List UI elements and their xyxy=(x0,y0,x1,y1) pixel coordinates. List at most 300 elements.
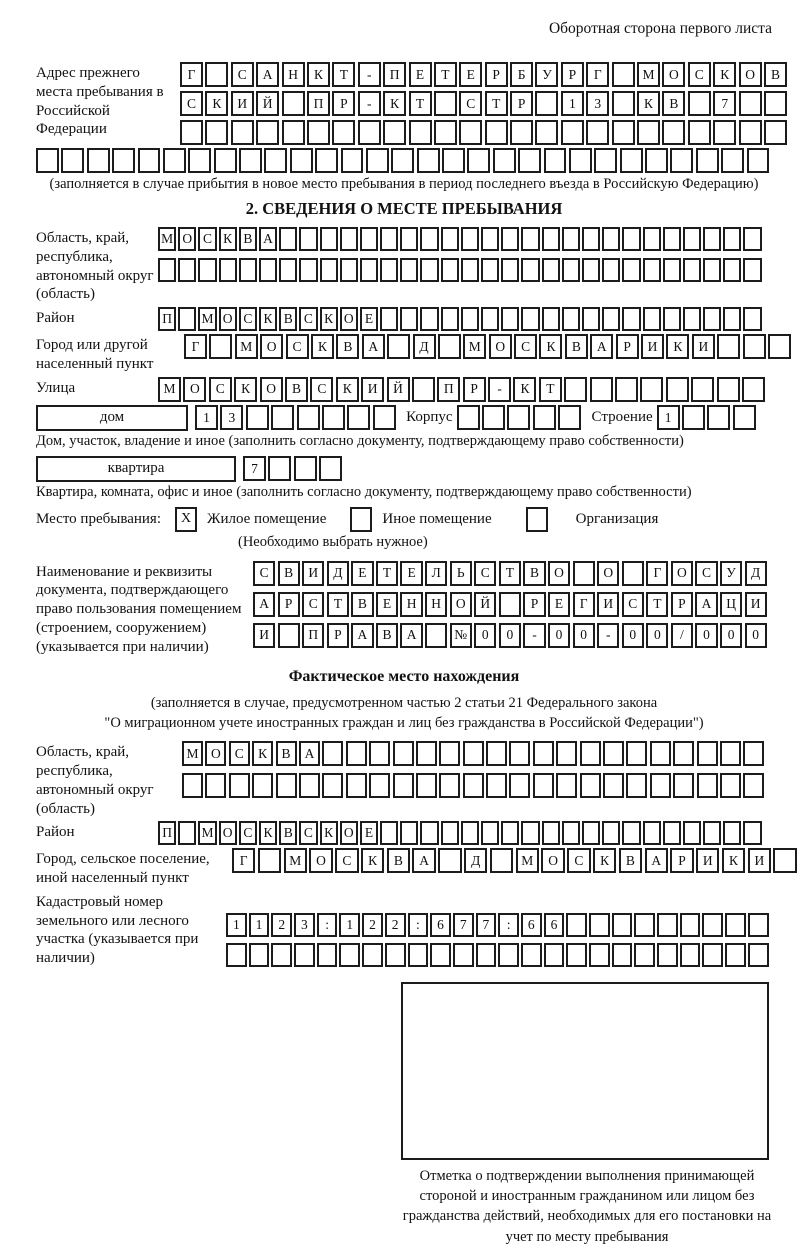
char-cell[interactable] xyxy=(622,561,644,586)
char-cell[interactable]: К xyxy=(259,307,277,331)
char-cell[interactable]: 1 xyxy=(561,91,584,116)
char-cell[interactable] xyxy=(620,148,643,173)
char-cell[interactable]: Т xyxy=(485,91,508,116)
char-cell[interactable]: 7 xyxy=(476,913,497,937)
char-cell[interactable]: К xyxy=(311,334,334,359)
char-cell[interactable]: В xyxy=(662,91,685,116)
char-cell[interactable]: 7 xyxy=(713,91,736,116)
char-cell[interactable] xyxy=(662,120,685,145)
stay-type-checkbox-inoe[interactable] xyxy=(350,507,372,532)
char-cell[interactable] xyxy=(369,741,390,766)
char-cell[interactable] xyxy=(764,91,787,116)
char-cell[interactable] xyxy=(680,943,701,967)
char-cell[interactable] xyxy=(482,405,505,430)
char-cell[interactable] xyxy=(640,377,663,402)
char-cell[interactable]: В xyxy=(285,377,308,402)
char-cell[interactable] xyxy=(507,405,530,430)
char-cell[interactable] xyxy=(457,405,480,430)
char-cell[interactable] xyxy=(416,773,437,798)
char-cell[interactable]: О xyxy=(260,377,283,402)
char-cell[interactable] xyxy=(615,377,638,402)
char-cell[interactable] xyxy=(385,943,406,967)
char-cell[interactable]: С xyxy=(695,561,717,586)
char-cell[interactable] xyxy=(219,258,237,282)
char-cell[interactable]: С xyxy=(688,62,711,87)
char-cell[interactable] xyxy=(521,227,539,251)
char-cell[interactable] xyxy=(320,227,338,251)
char-cell[interactable] xyxy=(182,773,203,798)
char-cell[interactable]: : xyxy=(408,913,429,937)
char-cell[interactable]: 1 xyxy=(657,405,680,430)
char-cell[interactable] xyxy=(393,741,414,766)
char-cell[interactable] xyxy=(461,307,479,331)
char-cell[interactable]: 0 xyxy=(646,623,668,648)
char-cell[interactable]: № xyxy=(450,623,472,648)
char-cell[interactable] xyxy=(703,307,721,331)
char-cell[interactable]: В xyxy=(619,848,642,873)
char-cell[interactable] xyxy=(252,773,273,798)
char-cell[interactable]: О xyxy=(597,561,619,586)
char-cell[interactable]: - xyxy=(597,623,619,648)
char-cell[interactable]: М xyxy=(158,377,181,402)
char-cell[interactable]: Й xyxy=(256,91,279,116)
char-cell[interactable] xyxy=(360,227,378,251)
char-cell[interactable] xyxy=(723,258,741,282)
char-cell[interactable]: Д xyxy=(745,561,767,586)
char-cell[interactable] xyxy=(268,456,291,481)
char-cell[interactable] xyxy=(346,773,367,798)
char-cell[interactable]: В xyxy=(565,334,588,359)
char-cell[interactable] xyxy=(542,307,560,331)
char-cell[interactable]: - xyxy=(358,62,381,87)
char-cell[interactable]: О xyxy=(671,561,693,586)
char-cell[interactable] xyxy=(688,91,711,116)
char-cell[interactable]: О xyxy=(309,848,332,873)
char-cell[interactable]: Т xyxy=(434,62,457,87)
char-cell[interactable] xyxy=(748,943,769,967)
char-cell[interactable] xyxy=(643,307,661,331)
char-cell[interactable] xyxy=(299,258,317,282)
char-cell[interactable] xyxy=(673,741,694,766)
char-cell[interactable] xyxy=(294,943,315,967)
char-cell[interactable]: С xyxy=(180,91,203,116)
char-cell[interactable]: С xyxy=(622,592,644,617)
char-cell[interactable] xyxy=(481,821,499,845)
char-cell[interactable]: Ц xyxy=(720,592,742,617)
char-cell[interactable] xyxy=(36,148,59,173)
char-cell[interactable] xyxy=(229,773,250,798)
char-cell[interactable] xyxy=(315,148,338,173)
char-cell[interactable]: 7 xyxy=(453,913,474,937)
char-cell[interactable] xyxy=(569,148,592,173)
char-cell[interactable]: С xyxy=(459,91,482,116)
char-cell[interactable]: Г xyxy=(586,62,609,87)
char-cell[interactable] xyxy=(594,148,617,173)
char-cell[interactable]: П xyxy=(158,821,176,845)
char-cell[interactable]: К xyxy=(205,91,228,116)
char-cell[interactable]: Е xyxy=(360,307,378,331)
char-cell[interactable]: С xyxy=(302,592,324,617)
char-cell[interactable] xyxy=(521,307,539,331)
char-cell[interactable] xyxy=(180,120,203,145)
char-cell[interactable] xyxy=(209,334,232,359)
char-cell[interactable] xyxy=(582,307,600,331)
char-cell[interactable] xyxy=(282,91,305,116)
char-cell[interactable]: Р xyxy=(463,377,486,402)
char-cell[interactable]: Т xyxy=(327,592,349,617)
char-cell[interactable]: 0 xyxy=(745,623,767,648)
char-cell[interactable] xyxy=(717,334,740,359)
char-cell[interactable]: У xyxy=(720,561,742,586)
char-cell[interactable]: В xyxy=(376,623,398,648)
char-cell[interactable]: К xyxy=(252,741,273,766)
char-cell[interactable] xyxy=(412,377,435,402)
char-cell[interactable] xyxy=(650,741,671,766)
char-cell[interactable]: Л xyxy=(425,561,447,586)
char-cell[interactable] xyxy=(556,773,577,798)
char-cell[interactable]: 6 xyxy=(521,913,542,937)
char-cell[interactable] xyxy=(723,821,741,845)
char-cell[interactable]: С xyxy=(198,227,216,251)
char-cell[interactable] xyxy=(282,120,305,145)
char-cell[interactable]: К xyxy=(219,227,237,251)
char-cell[interactable] xyxy=(383,120,406,145)
char-cell[interactable]: Р xyxy=(510,91,533,116)
char-cell[interactable] xyxy=(226,943,247,967)
char-cell[interactable] xyxy=(347,405,370,430)
char-cell[interactable]: Е xyxy=(360,821,378,845)
char-cell[interactable]: 1 xyxy=(249,913,270,937)
char-cell[interactable]: И xyxy=(641,334,664,359)
char-cell[interactable] xyxy=(163,148,186,173)
char-cell[interactable] xyxy=(400,258,418,282)
char-cell[interactable] xyxy=(743,227,761,251)
char-cell[interactable] xyxy=(657,943,678,967)
char-cell[interactable]: Р xyxy=(561,62,584,87)
char-cell[interactable]: О xyxy=(340,821,358,845)
char-cell[interactable] xyxy=(271,943,292,967)
char-cell[interactable] xyxy=(380,258,398,282)
char-cell[interactable] xyxy=(683,258,701,282)
char-cell[interactable] xyxy=(501,258,519,282)
char-cell[interactable] xyxy=(259,258,277,282)
char-cell[interactable]: А xyxy=(412,848,435,873)
char-cell[interactable] xyxy=(721,148,744,173)
char-cell[interactable] xyxy=(542,258,560,282)
char-cell[interactable] xyxy=(566,913,587,937)
char-cell[interactable]: 2 xyxy=(362,913,383,937)
char-cell[interactable] xyxy=(239,258,257,282)
char-cell[interactable] xyxy=(317,943,338,967)
char-cell[interactable] xyxy=(138,148,161,173)
char-cell[interactable] xyxy=(439,773,460,798)
char-cell[interactable]: К xyxy=(259,821,277,845)
char-cell[interactable]: Т xyxy=(499,561,521,586)
char-cell[interactable]: А xyxy=(256,62,279,87)
char-cell[interactable]: К xyxy=(593,848,616,873)
char-cell[interactable] xyxy=(463,773,484,798)
char-cell[interactable]: С xyxy=(209,377,232,402)
char-cell[interactable]: К xyxy=(722,848,745,873)
char-cell[interactable] xyxy=(743,821,761,845)
char-cell[interactable] xyxy=(702,913,723,937)
char-cell[interactable] xyxy=(463,741,484,766)
char-cell[interactable]: Г xyxy=(646,561,668,586)
char-cell[interactable] xyxy=(439,741,460,766)
char-cell[interactable] xyxy=(271,405,294,430)
char-cell[interactable] xyxy=(360,258,378,282)
char-cell[interactable] xyxy=(663,307,681,331)
char-cell[interactable]: И xyxy=(253,623,275,648)
char-cell[interactable] xyxy=(380,227,398,251)
char-cell[interactable] xyxy=(441,307,459,331)
char-cell[interactable]: А xyxy=(362,334,385,359)
char-cell[interactable]: С xyxy=(335,848,358,873)
char-cell[interactable]: 2 xyxy=(271,913,292,937)
char-cell[interactable] xyxy=(612,120,635,145)
char-cell[interactable] xyxy=(467,148,490,173)
char-cell[interactable]: А xyxy=(253,592,275,617)
char-cell[interactable]: И xyxy=(748,848,771,873)
char-cell[interactable]: : xyxy=(498,913,519,937)
char-cell[interactable] xyxy=(294,456,317,481)
char-cell[interactable] xyxy=(702,943,723,967)
char-cell[interactable]: А xyxy=(259,227,277,251)
char-cell[interactable] xyxy=(417,148,440,173)
char-cell[interactable] xyxy=(612,62,635,87)
char-cell[interactable]: О xyxy=(219,307,237,331)
char-cell[interactable]: 3 xyxy=(220,405,243,430)
char-cell[interactable] xyxy=(743,741,764,766)
char-cell[interactable] xyxy=(602,258,620,282)
char-cell[interactable] xyxy=(485,120,508,145)
char-cell[interactable]: К xyxy=(307,62,330,87)
char-cell[interactable] xyxy=(420,227,438,251)
char-cell[interactable] xyxy=(743,258,761,282)
char-cell[interactable]: Д xyxy=(327,561,349,586)
char-cell[interactable] xyxy=(768,334,791,359)
char-cell[interactable] xyxy=(696,148,719,173)
char-cell[interactable]: О xyxy=(489,334,512,359)
char-cell[interactable] xyxy=(341,148,364,173)
char-cell[interactable] xyxy=(748,913,769,937)
char-cell[interactable] xyxy=(564,377,587,402)
char-cell[interactable] xyxy=(340,258,358,282)
char-cell[interactable]: С xyxy=(474,561,496,586)
char-cell[interactable]: С xyxy=(239,307,257,331)
char-cell[interactable]: М xyxy=(637,62,660,87)
char-cell[interactable]: 0 xyxy=(548,623,570,648)
char-cell[interactable]: Б xyxy=(510,62,533,87)
char-cell[interactable] xyxy=(420,307,438,331)
char-cell[interactable]: Д xyxy=(413,334,436,359)
char-cell[interactable]: П xyxy=(158,307,176,331)
char-cell[interactable]: М xyxy=(284,848,307,873)
char-cell[interactable]: А xyxy=(695,592,717,617)
char-cell[interactable] xyxy=(590,377,613,402)
char-cell[interactable] xyxy=(720,773,741,798)
char-cell[interactable] xyxy=(643,227,661,251)
char-cell[interactable] xyxy=(434,120,457,145)
char-cell[interactable]: В xyxy=(239,227,257,251)
char-cell[interactable] xyxy=(645,148,668,173)
char-cell[interactable] xyxy=(416,741,437,766)
char-cell[interactable] xyxy=(673,773,694,798)
char-cell[interactable]: С xyxy=(299,307,317,331)
char-cell[interactable]: В xyxy=(351,592,373,617)
char-cell[interactable] xyxy=(634,913,655,937)
char-cell[interactable] xyxy=(501,227,519,251)
char-cell[interactable] xyxy=(380,307,398,331)
char-cell[interactable]: И xyxy=(302,561,324,586)
char-cell[interactable] xyxy=(493,148,516,173)
char-cell[interactable]: 0 xyxy=(573,623,595,648)
char-cell[interactable] xyxy=(476,943,497,967)
char-cell[interactable] xyxy=(178,821,196,845)
char-cell[interactable]: Г xyxy=(232,848,255,873)
char-cell[interactable]: О xyxy=(183,377,206,402)
char-cell[interactable] xyxy=(602,821,620,845)
char-cell[interactable]: В xyxy=(279,821,297,845)
char-cell[interactable]: О xyxy=(340,307,358,331)
char-cell[interactable] xyxy=(188,148,211,173)
char-cell[interactable] xyxy=(521,821,539,845)
char-cell[interactable] xyxy=(178,307,196,331)
char-cell[interactable] xyxy=(499,592,521,617)
char-cell[interactable] xyxy=(246,405,269,430)
char-cell[interactable] xyxy=(297,405,320,430)
char-cell[interactable] xyxy=(663,227,681,251)
char-cell[interactable]: П xyxy=(383,62,406,87)
char-cell[interactable] xyxy=(720,741,741,766)
char-cell[interactable] xyxy=(739,120,762,145)
char-cell[interactable]: Ь xyxy=(450,561,472,586)
char-cell[interactable] xyxy=(420,258,438,282)
char-cell[interactable]: Р xyxy=(327,623,349,648)
char-cell[interactable]: Р xyxy=(670,848,693,873)
char-cell[interactable]: В xyxy=(764,62,787,87)
char-cell[interactable] xyxy=(683,307,701,331)
char-cell[interactable] xyxy=(688,120,711,145)
char-cell[interactable] xyxy=(670,148,693,173)
char-cell[interactable] xyxy=(683,821,701,845)
char-cell[interactable] xyxy=(663,258,681,282)
char-cell[interactable] xyxy=(87,148,110,173)
char-cell[interactable]: 1 xyxy=(226,913,247,937)
char-cell[interactable]: О xyxy=(662,62,685,87)
char-cell[interactable] xyxy=(612,91,635,116)
char-cell[interactable] xyxy=(558,405,581,430)
char-cell[interactable]: И xyxy=(361,377,384,402)
char-cell[interactable]: О xyxy=(178,227,196,251)
char-cell[interactable] xyxy=(358,120,381,145)
char-cell[interactable]: М xyxy=(182,741,203,766)
char-cell[interactable]: И xyxy=(692,334,715,359)
char-cell[interactable] xyxy=(582,227,600,251)
char-cell[interactable]: С xyxy=(514,334,537,359)
char-cell[interactable] xyxy=(430,943,451,967)
char-cell[interactable]: Т xyxy=(539,377,562,402)
char-cell[interactable] xyxy=(256,120,279,145)
char-cell[interactable] xyxy=(387,334,410,359)
char-cell[interactable]: 0 xyxy=(720,623,742,648)
char-cell[interactable] xyxy=(420,821,438,845)
char-cell[interactable] xyxy=(743,334,766,359)
char-cell[interactable] xyxy=(723,227,741,251)
char-cell[interactable] xyxy=(589,913,610,937)
char-cell[interactable] xyxy=(490,848,513,873)
char-cell[interactable]: О xyxy=(548,561,570,586)
char-cell[interactable] xyxy=(562,821,580,845)
char-cell[interactable]: 0 xyxy=(695,623,717,648)
char-cell[interactable] xyxy=(544,148,567,173)
char-cell[interactable] xyxy=(369,773,390,798)
char-cell[interactable] xyxy=(442,148,465,173)
char-cell[interactable] xyxy=(438,848,461,873)
char-cell[interactable]: О xyxy=(450,592,472,617)
char-cell[interactable] xyxy=(542,227,560,251)
char-cell[interactable]: С xyxy=(253,561,275,586)
char-cell[interactable]: В xyxy=(276,741,297,766)
char-cell[interactable]: / xyxy=(671,623,693,648)
char-cell[interactable] xyxy=(409,120,432,145)
char-cell[interactable] xyxy=(453,943,474,967)
char-cell[interactable]: Е xyxy=(351,561,373,586)
char-cell[interactable]: Г xyxy=(184,334,207,359)
char-cell[interactable] xyxy=(258,848,281,873)
char-cell[interactable] xyxy=(637,120,660,145)
char-cell[interactable]: 1 xyxy=(339,913,360,937)
char-cell[interactable] xyxy=(322,773,343,798)
char-cell[interactable] xyxy=(556,741,577,766)
char-cell[interactable] xyxy=(697,741,718,766)
char-cell[interactable]: В xyxy=(523,561,545,586)
char-cell[interactable]: 7 xyxy=(243,456,266,481)
char-cell[interactable] xyxy=(340,227,358,251)
char-cell[interactable] xyxy=(521,943,542,967)
char-cell[interactable]: 0 xyxy=(474,623,496,648)
char-cell[interactable] xyxy=(533,773,554,798)
char-cell[interactable] xyxy=(602,307,620,331)
char-cell[interactable] xyxy=(322,741,343,766)
char-cell[interactable] xyxy=(61,148,84,173)
char-cell[interactable] xyxy=(533,405,556,430)
char-cell[interactable] xyxy=(582,821,600,845)
char-cell[interactable] xyxy=(441,227,459,251)
char-cell[interactable] xyxy=(573,561,595,586)
char-cell[interactable] xyxy=(650,773,671,798)
char-cell[interactable] xyxy=(634,943,655,967)
char-cell[interactable] xyxy=(562,307,580,331)
char-cell[interactable]: П xyxy=(307,91,330,116)
char-cell[interactable] xyxy=(290,148,313,173)
char-cell[interactable] xyxy=(612,913,633,937)
char-cell[interactable] xyxy=(682,405,705,430)
char-cell[interactable]: Й xyxy=(387,377,410,402)
char-cell[interactable]: П xyxy=(437,377,460,402)
char-cell[interactable] xyxy=(299,773,320,798)
char-cell[interactable] xyxy=(764,120,787,145)
char-cell[interactable] xyxy=(622,307,640,331)
char-cell[interactable]: Н xyxy=(282,62,305,87)
char-cell[interactable] xyxy=(249,943,270,967)
char-cell[interactable] xyxy=(622,821,640,845)
char-cell[interactable] xyxy=(743,773,764,798)
char-cell[interactable]: М xyxy=(198,307,216,331)
char-cell[interactable]: М xyxy=(235,334,258,359)
char-cell[interactable] xyxy=(518,148,541,173)
char-cell[interactable] xyxy=(461,258,479,282)
